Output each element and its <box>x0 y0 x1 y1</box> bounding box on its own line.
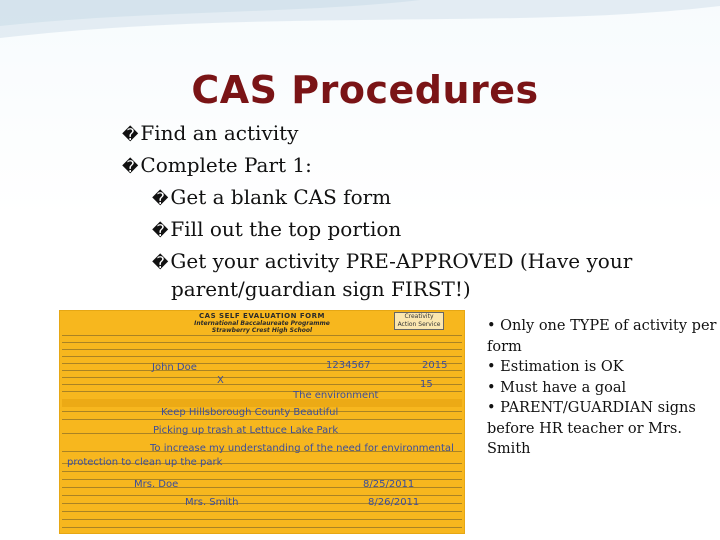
handwritten-student-id: 1234567 <box>326 360 371 371</box>
handwritten-grad-year: 2015 <box>422 360 448 371</box>
form-line <box>62 495 462 496</box>
form-section-bar <box>62 399 462 407</box>
bullet-glyph: � <box>122 125 139 144</box>
form-line <box>62 391 462 392</box>
notes-list <box>487 316 717 460</box>
form-line <box>62 519 462 520</box>
handwritten-check-mark: X <box>217 375 224 386</box>
bullet-text: Find an activity <box>140 121 299 145</box>
bullet-text: Get a blank CAS form <box>170 185 392 209</box>
bullet-item <box>122 150 702 182</box>
slide-title: CAS Procedures <box>191 68 539 112</box>
handwritten-activity: The environment <box>293 390 379 401</box>
form-line <box>62 349 462 350</box>
handwritten-parent-signature: Mrs. Doe <box>134 479 179 490</box>
bullet-glyph: � <box>122 157 139 176</box>
bullet-glyph: � <box>152 253 169 272</box>
form-school: Strawberry Crest High School <box>211 327 313 334</box>
form-line <box>62 335 462 336</box>
handwritten-parent-date: 8/25/2011 <box>363 479 415 490</box>
note-item: • Estimation is OK <box>487 359 624 375</box>
handwritten-goal-line-1: To increase my understanding of the need for environmental <box>150 443 454 454</box>
form-line <box>62 356 462 357</box>
form-line <box>62 419 462 420</box>
form-header: CAS SELF EVALUATION FORM <box>199 312 325 320</box>
handwritten-goal-line-2: protection to clean up the park <box>67 457 223 468</box>
handwritten-activity-title: Keep Hillsborough County Beautiful <box>161 407 339 418</box>
form-subheader: International Baccalaureate Programme <box>194 320 330 327</box>
handwritten-student-name: John Doe <box>152 362 197 373</box>
sub-bullet-item <box>152 182 702 214</box>
form-line <box>62 471 462 472</box>
sub-bullet-item <box>152 214 702 246</box>
form-line <box>62 342 462 343</box>
form-line <box>62 370 462 371</box>
form-line <box>62 511 462 512</box>
bullet-text: Get your activity PRE-APPROVED (Have your <box>170 249 633 273</box>
note-item: • Must have a goal <box>487 379 627 396</box>
handwritten-hours: 15 <box>420 379 433 390</box>
form-line <box>62 384 462 385</box>
bullet-list <box>122 118 702 304</box>
form-line <box>62 363 462 364</box>
handwritten-teacher-signature: Mrs. Smith <box>185 497 239 508</box>
handwritten-teacher-date: 8/26/2011 <box>368 497 420 508</box>
bullet-glyph: � <box>152 189 169 208</box>
form-line <box>62 527 462 528</box>
cas-logo: Creativity Action Service <box>394 312 444 330</box>
bullet-glyph: � <box>152 221 169 240</box>
note-item: • PARENT/GUARDIAN signs before HR teacher or Mrs. Smith <box>487 400 696 457</box>
handwritten-description: Picking up trash at Lettuce Lake Park <box>153 425 339 436</box>
bullet-item <box>122 118 702 150</box>
bullet-text: Complete Part 1: <box>140 153 312 177</box>
note-item: • Only one TYPE of activity per form <box>487 318 717 355</box>
form-line <box>62 377 462 378</box>
cas-form-image <box>59 310 465 534</box>
bullet-text: Fill out the top portion <box>170 217 402 241</box>
bullet-continuation: parent/guardian sign FIRST!) <box>171 277 471 301</box>
